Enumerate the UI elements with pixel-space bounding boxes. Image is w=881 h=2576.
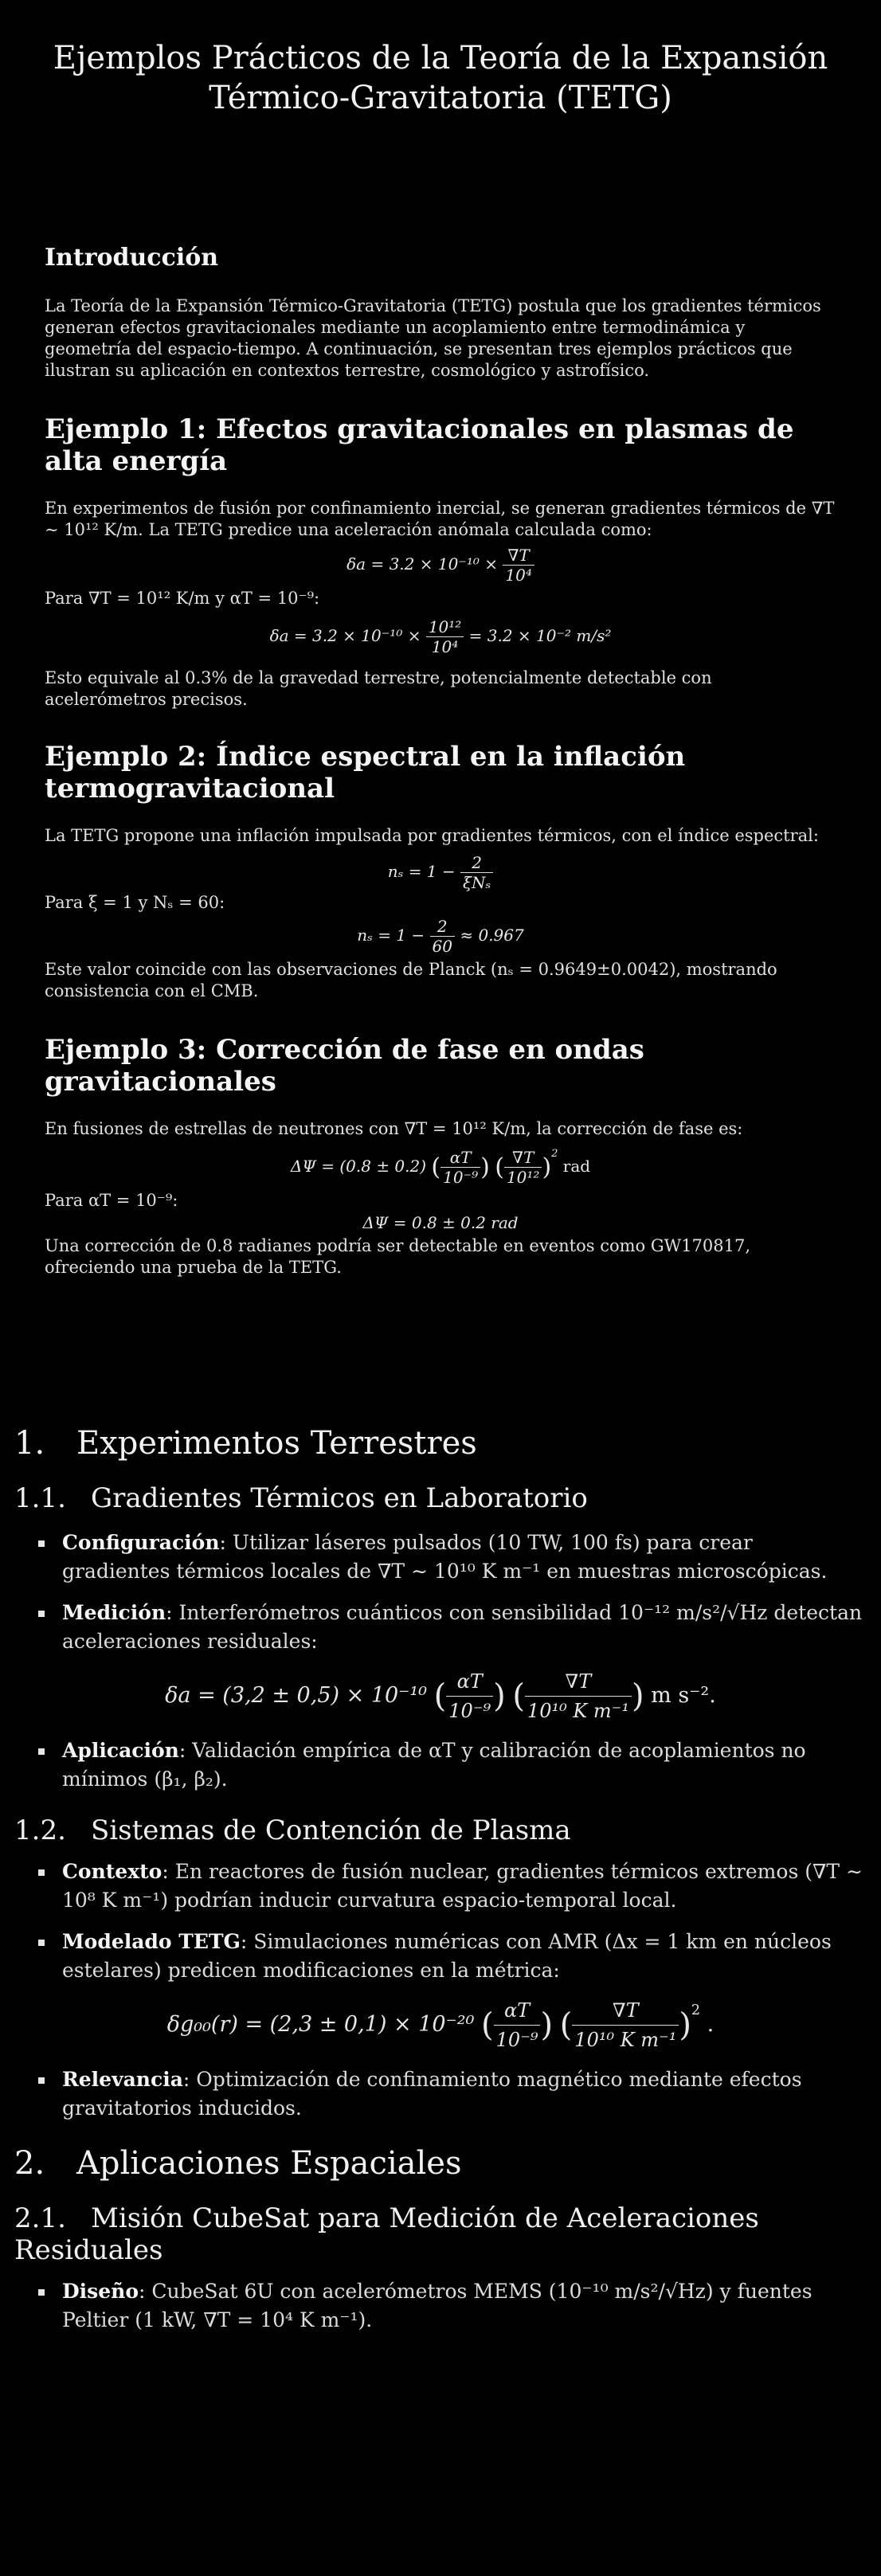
equation-fraction bbox=[440, 1148, 480, 1187]
example1-paragraph-3: Esto equivale al 0.3% de la gravedad terrestre, potencialmente detectable con acelerómetros precisos. bbox=[45, 668, 712, 709]
fraction-denominator: 10⁻⁹ bbox=[495, 2029, 538, 2051]
fraction-denominator: 10⁻⁹ bbox=[448, 1700, 491, 1722]
equation-term: m s⁻². bbox=[651, 1683, 716, 1708]
fraction-denominator: 10⁴ bbox=[505, 566, 532, 585]
subsection-1-2-heading bbox=[14, 1815, 867, 1846]
equation-term: δa = (3,2 ± 0,5) × 10⁻¹⁰ bbox=[165, 1683, 428, 1708]
equation-fraction bbox=[504, 1148, 542, 1187]
intro-text: La Teoría de la Expansión Térmico-Gravitatoria (TETG) postula que los gradientes térmicos generan efectos gravitacionales mediante un acoplamiento entre termodinámica y geometría del espacio-tiempo. A continuación, se presentan tres ejemplos prácticos que ilustran su aplicación en contextos terrestre, cosmológico y astrofísico. bbox=[45, 296, 821, 380]
equation-fraction bbox=[426, 617, 464, 656]
item-label: Medición bbox=[62, 1601, 166, 1624]
equation-term: δa = 3.2 × 10⁻¹⁰ × bbox=[269, 626, 421, 645]
example1-heading: Ejemplo 1: Efectos gravitacionales en plasmas de alta energía bbox=[45, 413, 794, 477]
fraction-numerator: αT bbox=[494, 1996, 541, 2026]
equation-term: . bbox=[707, 2012, 715, 2037]
fraction-denominator: 10⁻⁹ bbox=[443, 1168, 479, 1187]
item-label: Relevancia bbox=[62, 2068, 183, 2091]
list-item bbox=[62, 2277, 867, 2335]
equation-fraction bbox=[494, 1996, 541, 2054]
equation-fraction bbox=[446, 1667, 493, 1725]
section-2-heading bbox=[14, 2145, 867, 2182]
subsection-1-1-heading bbox=[14, 1482, 867, 1514]
fraction-numerator: ∇T bbox=[572, 1996, 679, 2026]
list-item bbox=[62, 1599, 867, 1725]
example2-paragraph-2: Para ξ = 1 y Nₛ = 60: bbox=[45, 893, 225, 912]
list-item bbox=[62, 1736, 867, 1794]
subsection-1-1-list bbox=[14, 1529, 867, 1794]
fraction-denominator: 10¹⁰ K m⁻¹ bbox=[527, 1700, 629, 1722]
subsection-title: Misión CubeSat para Medición de Aceleraciones Residuales bbox=[14, 2202, 759, 2266]
section-title: Aplicaciones Espaciales bbox=[76, 2145, 462, 2182]
equation-term: ΔΨ = (0.8 ± 0.2) bbox=[290, 1157, 427, 1176]
fraction-numerator: ∇T bbox=[525, 1667, 632, 1697]
item-text: : Interferómetros cuánticos con sensibilidad 10⁻¹² m/s²/√Hz detectan aceleraciones residuales: bbox=[62, 1601, 863, 1653]
fraction-numerator: 2 bbox=[430, 917, 455, 937]
example2-equation-2 bbox=[45, 917, 836, 956]
fraction-denominator: 10⁴ bbox=[431, 637, 459, 656]
subsection-number: 1.1. bbox=[14, 1482, 66, 1514]
equation-fraction bbox=[430, 917, 455, 956]
measurement-equation: δa = (3,2 ± 0,5) × 10⁻¹⁰ ( $\frac{\alpha T}{\text{10⁻⁹}}$ ) ( $\frac{\nabla T}{\text{10¹⁰ K m⁻¹}}$ ) m s⁻². bbox=[14, 1667, 867, 1725]
item-text: : Simulaciones numéricas con AMR (Δx = 1 km en núcleos estelares) predicen modificaciones en la métrica: bbox=[62, 1930, 832, 1982]
example3-paragraph-3: Una corrección de 0.8 radianes podría ser detectable en eventos como GW170817, ofreciendo una prueba de la TETG. bbox=[45, 1236, 751, 1277]
equation-term: ≈ 0.967 bbox=[460, 926, 524, 945]
example3-paragraph-1: En fusiones de estrellas de neutrones con ∇T = 10¹² K/m, la corrección de fase es: bbox=[45, 1119, 743, 1138]
fraction-numerator: ∇T bbox=[504, 1148, 542, 1168]
metric-equation: δg₀₀(r) = (2,3 ± 0,1) × 10⁻²⁰ ( $\frac{\alpha T}{\text{10⁻⁹}}$ ) ( $\frac{\nabla T}{\text{10¹⁰ K m⁻¹}}$ )$^2$ . bbox=[14, 1996, 867, 2054]
fraction-denominator: 10¹⁰ K m⁻¹ bbox=[574, 2029, 677, 2051]
fraction-numerator: ∇T bbox=[503, 546, 534, 566]
subsection-title: Gradientes Térmicos en Laboratorio bbox=[91, 1482, 588, 1514]
subsection-number: 2.1. bbox=[14, 2202, 66, 2234]
fraction-denominator: 10¹² bbox=[506, 1168, 540, 1187]
equation-fraction bbox=[503, 546, 534, 585]
equation-term: δg₀₀(r) = (2,3 ± 0,1) × 10⁻²⁰ bbox=[166, 2012, 475, 2037]
subsection-2-1-heading bbox=[14, 2202, 867, 2266]
subsection-title: Sistemas de Contención de Plasma bbox=[91, 1815, 571, 1846]
section-1-heading bbox=[14, 1425, 867, 1462]
equation-term: rad bbox=[562, 1157, 591, 1176]
numbered-sections bbox=[0, 1425, 881, 2335]
example3-paragraph-2: Para αT = 10⁻⁹: bbox=[45, 1191, 178, 1210]
equation-fraction bbox=[572, 1996, 679, 2054]
page-title: Ejemplos Prácticos de la Teoría de la Expansión Térmico-Gravitatoria (TETG) bbox=[53, 40, 828, 116]
example2-paragraph-3: Este valor coincide con las observaciones de Planck (nₛ = 0.9649±0.0042), mostrando consistencia con el CMB. bbox=[45, 960, 777, 1000]
example2-heading: Ejemplo 2: Índice espectral en la inflación termogravitacional bbox=[45, 741, 686, 805]
intro-heading: Introducción bbox=[45, 244, 219, 272]
fraction-denominator: 60 bbox=[432, 937, 452, 956]
item-label: Modelado TETG bbox=[62, 1930, 241, 1953]
item-text: : En reactores de fusión nuclear, gradientes térmicos extremos (∇T ∼ 10⁸ K m⁻¹) podrían inducir curvatura espacio-temporal local. bbox=[62, 1860, 863, 1912]
list-item bbox=[62, 1858, 867, 1915]
list-item bbox=[62, 2065, 867, 2123]
fraction-numerator: αT bbox=[446, 1667, 493, 1697]
section-number: 1. bbox=[14, 1425, 45, 1462]
item-text: : CubeSat 6U con acelerómetros MEMS (10⁻¹⁰ m/s²/√Hz) y fuentes Peltier (1 kW, ∇T = 10⁴ K m⁻¹). bbox=[62, 2280, 812, 2331]
list-item bbox=[62, 1928, 867, 2054]
list-item bbox=[62, 1529, 867, 1586]
example3-equation-2: ΔΨ = 0.8 ± 0.2 rad bbox=[362, 1213, 519, 1232]
example1-paragraph-1: En experimentos de fusión por confinamiento inercial, se generan gradientes térmicos de ∇T ∼ 10¹² K/m. La TETG predice una aceleración anómala calculada como: bbox=[45, 499, 835, 539]
item-text: : Utilizar láseres pulsados (10 TW, 100 fs) para crear gradientes térmicos locales de ∇T ∼ 10¹⁰ K m⁻¹ en muestras microscópicas. bbox=[62, 1531, 828, 1583]
example1-equation-1 bbox=[45, 546, 836, 585]
equation-term: nₛ = 1 − bbox=[357, 926, 425, 945]
example3-heading: Ejemplo 3: Corrección de fase en ondas gravitacionales bbox=[45, 1034, 644, 1098]
equation-term: = 3.2 × 10⁻² m/s² bbox=[468, 626, 612, 645]
section-title: Experimentos Terrestres bbox=[76, 1425, 477, 1462]
equation-term: δa = 3.2 × 10⁻¹⁰ × bbox=[347, 554, 499, 574]
fraction-denominator: ξNₛ bbox=[463, 873, 491, 892]
subsection-number: 1.2. bbox=[14, 1815, 66, 1846]
example2-equation-1 bbox=[45, 853, 836, 892]
item-label: Aplicación bbox=[62, 1739, 179, 1762]
example2-paragraph-1: La TETG propone una inflación impulsada por gradientes térmicos, con el índice espectral: bbox=[45, 826, 819, 845]
example3-equation-1: ΔΨ = (0.8 ± 0.2) ( $\frac{\alpha T}{\text{10⁻⁹}}$ ) ( $\frac{\nabla T}{\text{10¹²}}$ )$^2$ rad bbox=[290, 1148, 591, 1187]
item-label: Configuración bbox=[62, 1531, 220, 1554]
fraction-numerator: 2 bbox=[460, 853, 493, 873]
equation-term: nₛ = 1 − bbox=[387, 862, 456, 881]
item-label: Contexto bbox=[62, 1860, 162, 1883]
item-text: : Validación empírica de αT y calibración de acoplamientos no mínimos (β₁, β₂). bbox=[62, 1739, 806, 1791]
examples-section bbox=[0, 244, 881, 1278]
item-text: : Optimización de confinamiento magnético mediante efectos gravitatorios inducidos. bbox=[62, 2068, 802, 2120]
subsection-2-1-list bbox=[14, 2277, 867, 2335]
subsection-1-2-list bbox=[14, 1858, 867, 2123]
example1-paragraph-2: Para ∇T = 10¹² K/m y αT = 10⁻⁹: bbox=[45, 589, 320, 608]
equation-fraction bbox=[525, 1667, 632, 1725]
section-number: 2. bbox=[14, 2145, 45, 2182]
fraction-numerator: 10¹² bbox=[426, 617, 464, 637]
equation-fraction bbox=[460, 853, 493, 892]
example1-equation-2 bbox=[45, 617, 836, 656]
item-label: Diseño bbox=[62, 2280, 139, 2303]
fraction-numerator: αT bbox=[440, 1148, 480, 1168]
